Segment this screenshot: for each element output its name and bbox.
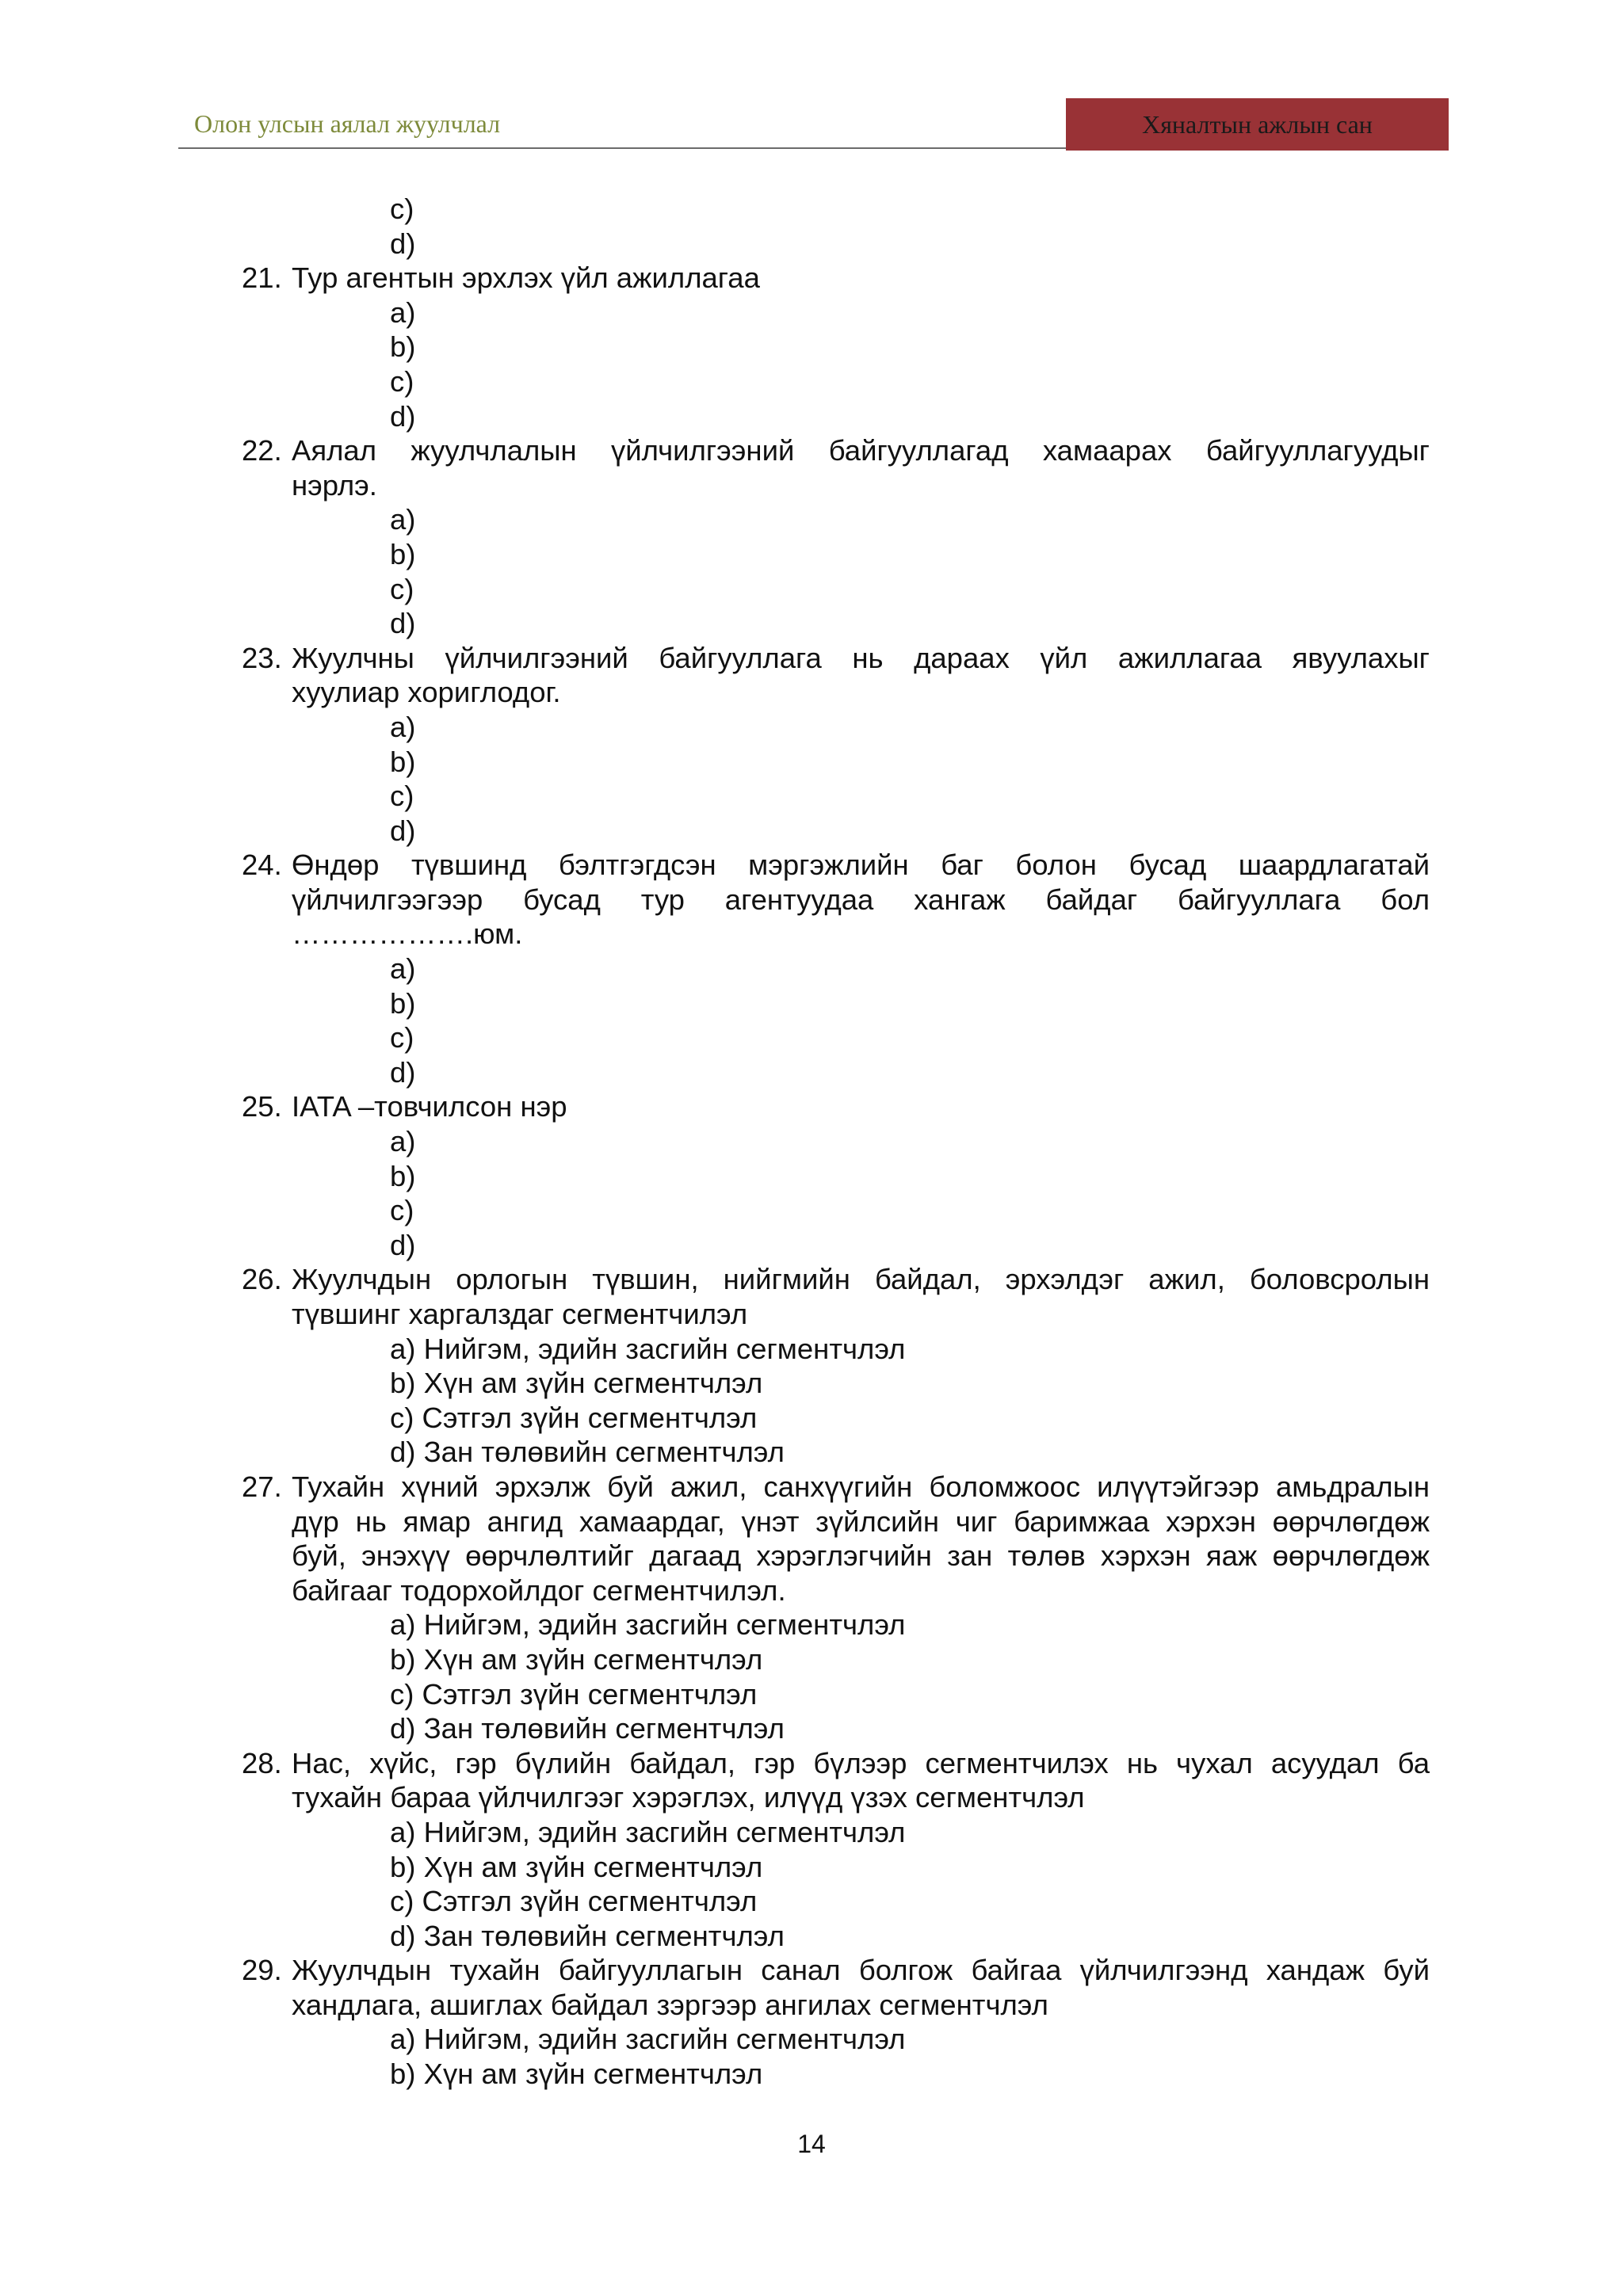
question-item [0, 1746, 1623, 1815]
answer-option: a) [390, 952, 416, 986]
question-text [292, 433, 1430, 502]
answer-option: b) Хүн ам зүйн сегментчлэл [390, 1367, 763, 1400]
question-text-line: байгааг тодорхойлдог сегментчилэл. [292, 1573, 786, 1607]
question-text [292, 641, 1430, 710]
answer-option: a) Нийгэм, эдийн засгийн сегментчлэл [390, 1332, 906, 1365]
header-rule [178, 147, 1066, 149]
question-number: 25. [242, 1090, 282, 1123]
answer-option: b) Хүн ам зүйн сегментчлэл [390, 2058, 763, 2091]
answer-option: a) [390, 503, 416, 536]
question-number: 26. [242, 1263, 282, 1296]
question-text [292, 261, 1430, 296]
answer-option: d) [390, 227, 416, 260]
answer-option: b) [390, 330, 416, 364]
question-text-line: Өндөр түвшинд бэлтгэгдсэн мэргэжлийн баг болон бусад шаардлагатай [292, 849, 1430, 882]
answer-option: c) Сэтгэл зүйн сегментчлэл [390, 1401, 758, 1434]
answer-option: a) Нийгэм, эдийн засгийн сегментчлэл [390, 1815, 906, 1848]
question-text-line: Аялал жуулчлалын үйлчилгээний байгууллагад хамаарах байгууллагуудыг [292, 434, 1430, 467]
answer-option: b) Хүн ам зүйн сегментчлэл [390, 1642, 763, 1676]
question-item [0, 433, 1623, 502]
answer-option: d) Зан төлөвийн сегментчлэл [390, 1712, 785, 1745]
question-item [0, 261, 1623, 296]
page-number: 14 [797, 2130, 826, 2158]
answer-option: a) [390, 1125, 416, 1158]
question-text [292, 848, 1430, 952]
answer-option: d) [390, 1228, 416, 1261]
answer-option: d) [390, 607, 416, 640]
question-text-line: Тухайн хүний эрхэлж буй ажил, санхүүгийн боломжоос илүүтэйгээр амьдралын [292, 1470, 1430, 1503]
question-item [0, 1089, 1623, 1124]
question-item [0, 848, 1623, 952]
answer-option: c) [390, 1194, 414, 1227]
question-number: 22. [242, 434, 282, 467]
header-course-title: Олон улсын аялал жуулчлал [194, 109, 501, 138]
question-text-line: Тур агентын эрхлэх үйл ажиллагаа [292, 261, 760, 295]
answer-option: b) [390, 1159, 416, 1192]
answer-option: d) Зан төлөвийн сегментчлэл [390, 1919, 785, 1952]
question-list [0, 192, 1623, 2092]
question-text-line: буй, энэхүү өөрчлөлтийг дагаад хэрэглэгчийн зан төлөв хэрхэн яаж өөрчлөгдөж [292, 1539, 1430, 1573]
question-text [292, 1470, 1430, 1608]
answer-option: b) [390, 986, 416, 1020]
answer-option: d) Зан төлөвийн сегментчлэл [390, 1436, 785, 1469]
question-text-line: үйлчилгээгээр бусад тур агентуудаа хангаж байдаг байгууллага бол [292, 883, 1430, 916]
answer-option: c) [390, 1021, 414, 1055]
header-section-title: Хяналтын ажлын сан [1142, 109, 1373, 139]
answer-option: c) [390, 193, 414, 225]
answer-option: c) Сэтгэл зүйн сегментчлэл [390, 1677, 758, 1711]
question-text-line: Жуулчдын орлогын түвшин, нийгмийн байдал, эрхэлдэг ажил, боловсролын [292, 1263, 1430, 1296]
answer-option: b) [390, 537, 416, 570]
question-text-line: ……………….юм. [292, 917, 523, 951]
question-number: 29. [242, 1954, 282, 1987]
answer-option: b) [390, 745, 416, 778]
question-item [0, 1470, 1623, 1608]
header-section-banner [1066, 98, 1449, 151]
question-text-line: дүр нь ямар ангид хамаардаг, үнэт зүйлсийн чиг баримжаа хэрхэн өөрчлөгдөж [292, 1505, 1430, 1538]
answer-option: a) Нийгэм, эдийн засгийн сегментчлэл [390, 2023, 906, 2056]
answer-option: c) [390, 572, 414, 605]
question-number: 27. [242, 1470, 282, 1503]
answer-option: c) [390, 780, 414, 813]
answer-option: d) [390, 814, 416, 847]
answer-option: d) [390, 399, 416, 433]
question-text [292, 1262, 1430, 1331]
answer-option: b) Хүн ам зүйн сегментчлэл [390, 1850, 763, 1883]
question-item [0, 1953, 1623, 2022]
question-number: 21. [242, 261, 282, 295]
question-text-line: хандлага, ашиглах байдал зэргээр ангилах сегментчлэл [292, 1988, 1048, 2021]
answer-option: d) [390, 1055, 416, 1089]
question-text-line: түвшинг харгалздаг сегментчилэл [292, 1298, 748, 1330]
answer-option: a) [390, 710, 416, 743]
question-number: 23. [242, 641, 282, 674]
question-text [292, 1089, 1430, 1124]
answer-option: c) Сэтгэл зүйн сегментчлэл [390, 1885, 758, 1918]
question-number: 28. [242, 1746, 282, 1779]
answer-option: a) Нийгэм, эдийн засгийн сегментчлэл [390, 1608, 906, 1642]
question-text [292, 1953, 1430, 2022]
question-text-line: Нас, хүйс, гэр бүлийн байдал, гэр бүлээр сегментчилэх нь чухал асуудал ба [292, 1746, 1430, 1779]
question-item [0, 641, 1623, 710]
answer-option: a) [390, 296, 416, 329]
question-text-line: IATA –товчилсон нэр [292, 1090, 567, 1123]
answer-option: c) [390, 364, 414, 398]
question-text-line: хуулиар хориглодог. [292, 676, 561, 709]
question-text-line: нэрлэ. [292, 468, 377, 502]
question-text-line: тухайн бараа үйлчилгээг хэрэглэх, илүүд үзэх сегментчлэл [292, 1781, 1085, 1814]
question-text-line: Жуулчны үйлчилгээний байгууллага нь дараах үйл ажиллагаа явуулахыг [292, 641, 1430, 674]
question-text [292, 1746, 1430, 1815]
question-number: 24. [242, 849, 282, 882]
question-item [0, 1262, 1623, 1331]
question-text-line: Жуулчдын тухайн байгууллагын санал болгож байгаа үйлчилгээнд хандаж буй [292, 1954, 1430, 1987]
